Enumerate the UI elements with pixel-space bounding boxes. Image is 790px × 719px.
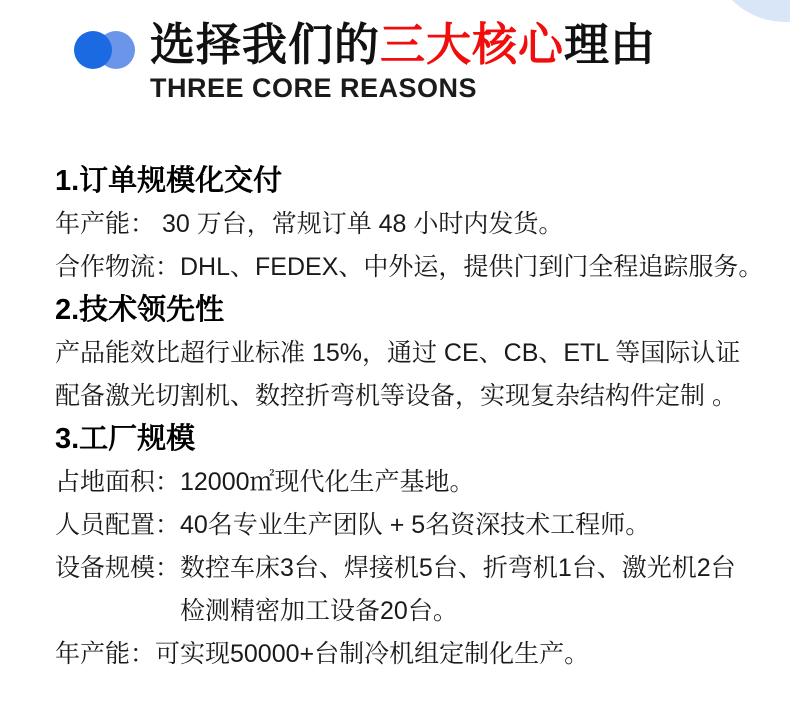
machines-value-line-1: 数控车床3台、焊接机5台、折弯机1台、激光机2台: [180, 554, 736, 582]
machines-value-line-2: 检测精密加工设备20台。: [180, 597, 458, 625]
page-subtitle: THREE CORE REASONS: [150, 73, 478, 103]
title-highlight: 三大核心: [380, 19, 565, 70]
circle-left-shape: [74, 31, 112, 69]
title-part-2: 理由: [564, 19, 657, 70]
section-2-heading: 2.技术领先性: [55, 294, 225, 326]
section-3-heading: 3.工厂规模: [55, 423, 196, 455]
machines-value: [180, 547, 736, 633]
machines-label: 设备规模：: [55, 554, 181, 582]
section-2-line-efficiency: 产品能效比超行业标准 15%，通过 CE、CB、ETL 等国际认证: [55, 339, 741, 367]
section-1-line-logistics: 合作物流：DHL、FEDEX、中外运，提供门到门全程追踪服务。: [55, 253, 764, 281]
section-3-line-machines: [55, 547, 770, 633]
header: [0, 0, 790, 102]
section-2-line-equipment: 配备激光切割机、数控折弯机等设备，实现复杂结构件定制 。: [55, 382, 737, 410]
overlapping-circles-icon: [74, 29, 138, 71]
section-3-line-area: 占地面积：12000㎡现代化生产基地。: [55, 468, 475, 496]
section-1-heading: 1.订单规模化交付: [55, 165, 283, 197]
content: [0, 160, 790, 676]
title-part-1: 选择我们的: [150, 19, 381, 70]
section-3-line-staff: 人员配置：40名专业生产团队 + 5名资深技术工程师。: [55, 511, 651, 539]
title-block: [150, 20, 656, 102]
section-3-line-output: 年产能：可实现50000+台制冷机组定制化生产。: [55, 640, 590, 668]
section-1-line-capacity: 年产能： 30 万台，常规订单 48 小时内发货。: [55, 210, 564, 238]
page-title: [150, 20, 656, 70]
